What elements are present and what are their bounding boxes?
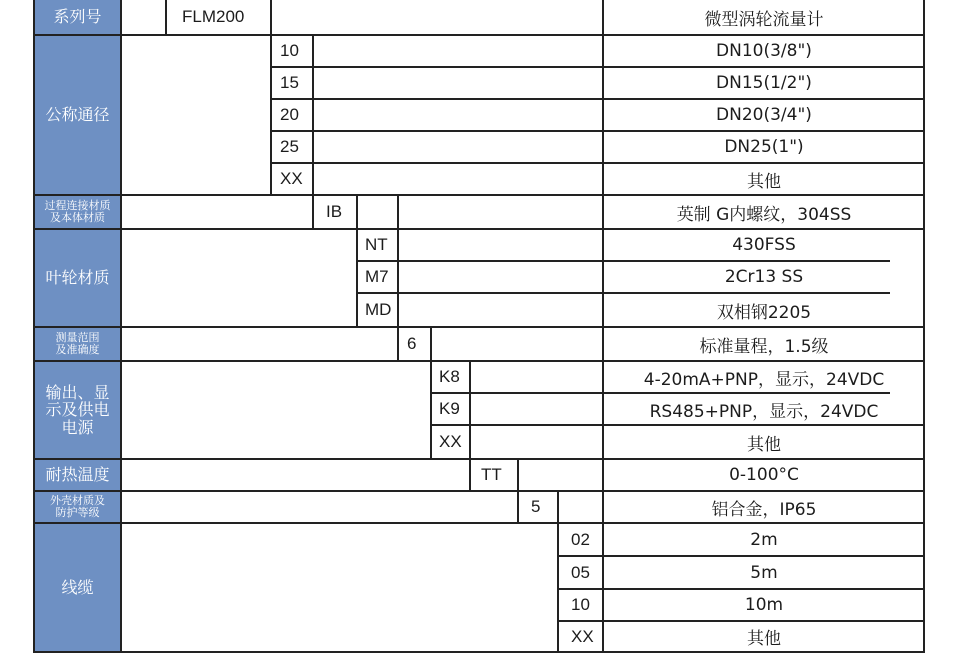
grid-line xyxy=(270,98,925,100)
code-text: XX xyxy=(571,626,594,646)
desc-text: 5m xyxy=(750,562,778,583)
diameter-desc xyxy=(604,36,924,66)
grid-line xyxy=(557,588,925,590)
impeller-code xyxy=(365,262,397,292)
grid-line xyxy=(35,326,925,328)
desc-text: 铝合金，IP65 xyxy=(711,499,817,520)
grid-line xyxy=(356,194,358,326)
grid-line xyxy=(33,0,35,653)
grid-line xyxy=(430,424,925,426)
diameter-code xyxy=(280,36,310,66)
cable-desc xyxy=(604,622,924,651)
desc-text: DN25(1") xyxy=(724,137,804,157)
desc-text: 2m xyxy=(750,529,778,550)
impeller-desc xyxy=(604,294,924,326)
header-diameter-label: 公称通径 xyxy=(45,105,110,125)
grid-line xyxy=(430,392,890,394)
desc-text: 其他 xyxy=(747,629,781,649)
grid-line xyxy=(35,228,925,230)
desc-text: DN10(3/8") xyxy=(716,41,812,61)
header-process-material-line1: 过程连接材质 xyxy=(44,198,111,212)
desc-text: 2Cr13 SS xyxy=(724,267,804,287)
code-text: TT xyxy=(481,465,502,484)
grid-line xyxy=(270,162,925,164)
diameter-code xyxy=(280,100,310,130)
cable-desc xyxy=(604,524,924,555)
header-range-line1: 测量范围 xyxy=(55,330,100,344)
header-cable xyxy=(35,524,120,651)
series-desc xyxy=(604,0,924,34)
impeller-desc xyxy=(604,262,924,292)
grid-line xyxy=(517,458,519,522)
grid-line xyxy=(35,490,925,492)
grid-line xyxy=(270,130,925,132)
code-text: 25 xyxy=(280,137,299,156)
cable-desc xyxy=(604,590,924,620)
code-text: XX xyxy=(439,432,462,451)
code-text: 02 xyxy=(571,529,590,549)
impeller-code xyxy=(365,230,397,260)
code-text: XX xyxy=(280,169,303,188)
grid-line xyxy=(165,0,167,34)
desc-text: DN20(3/4") xyxy=(716,105,812,125)
header-output-line3: 电源 xyxy=(61,417,94,437)
desc-text: 430FSS xyxy=(732,235,796,255)
grid-line xyxy=(602,0,604,653)
output-code xyxy=(439,394,469,424)
header-output-line2: 示及供电 xyxy=(45,400,110,420)
series-code-text: FLM200 xyxy=(182,7,245,26)
cable-code xyxy=(571,557,601,588)
grid-line xyxy=(356,260,890,262)
desc-text: 双相钢2205 xyxy=(716,302,812,323)
grid-line xyxy=(356,292,890,294)
code-text: 5 xyxy=(531,497,541,516)
temperature-code xyxy=(481,460,517,490)
diameter-desc xyxy=(604,68,924,98)
grid-line xyxy=(120,0,122,653)
desc-text: DN15(1/2") xyxy=(716,73,812,93)
header-housing xyxy=(35,492,120,522)
code-text: M7 xyxy=(365,267,389,286)
grid-line xyxy=(397,194,399,360)
cable-desc xyxy=(604,557,924,588)
code-text: 15 xyxy=(280,73,299,92)
process-material-desc xyxy=(604,196,924,228)
grid-line xyxy=(35,34,925,36)
cable-code xyxy=(571,590,601,620)
desc-text: 其他 xyxy=(747,171,781,192)
header-cable-label: 线缆 xyxy=(61,577,94,597)
header-housing-line2: 防护等级 xyxy=(55,506,100,519)
desc-text: 0-100°C xyxy=(729,465,799,485)
series-code xyxy=(182,0,272,34)
cable-code xyxy=(571,622,601,651)
code-text: 05 xyxy=(571,562,590,582)
impeller-code xyxy=(365,294,397,326)
grid-line xyxy=(35,522,925,524)
header-output xyxy=(35,362,120,458)
diameter-desc xyxy=(604,164,924,194)
diameter-code xyxy=(280,164,310,194)
output-desc xyxy=(604,362,924,392)
diameter-desc xyxy=(604,100,924,130)
grid-line xyxy=(35,458,925,460)
diameter-code xyxy=(280,132,310,162)
desc-text: RS485+PNP，显示，24VDC xyxy=(649,401,879,422)
code-text: K9 xyxy=(439,399,460,418)
output-desc xyxy=(604,394,924,424)
housing-code xyxy=(531,492,553,522)
desc-text: 10m xyxy=(744,595,784,615)
desc-text: 4-20mA+PNP，显示，24VDC xyxy=(643,369,885,390)
range-desc xyxy=(604,328,924,360)
output-desc xyxy=(604,426,924,458)
grid-line xyxy=(270,0,272,194)
header-output-line1: 输出、显 xyxy=(45,382,110,402)
output-code xyxy=(439,362,469,392)
cable-code xyxy=(571,524,601,555)
header-range-line2: 及准确度 xyxy=(55,343,100,356)
header-housing-line1: 外壳材质及 xyxy=(50,493,105,507)
code-text: 6 xyxy=(407,334,417,353)
code-text: MD xyxy=(365,300,392,319)
process-material-code xyxy=(326,196,356,228)
code-text: NT xyxy=(365,235,388,254)
grid-line xyxy=(557,490,559,653)
header-temperature xyxy=(35,460,120,490)
header-range xyxy=(35,328,120,360)
grid-line xyxy=(35,651,925,653)
grid-line xyxy=(923,0,925,653)
diameter-desc xyxy=(604,132,924,162)
header-process-material xyxy=(35,196,120,228)
header-temperature-label: 耐热温度 xyxy=(45,465,110,485)
desc-text: 标准量程，1.5级 xyxy=(699,336,829,357)
header-series xyxy=(35,0,120,34)
grid-line xyxy=(430,326,432,458)
grid-line xyxy=(35,360,925,362)
desc-text: 英制 G内螺纹，304SS xyxy=(676,204,852,225)
range-code xyxy=(407,328,429,360)
grid-line xyxy=(35,194,925,196)
code-text: IB xyxy=(326,202,343,221)
grid-line xyxy=(270,66,925,68)
impeller-desc xyxy=(604,230,924,260)
header-series-label: 系列号 xyxy=(53,7,102,27)
diameter-code xyxy=(280,68,310,98)
output-code xyxy=(439,426,469,458)
code-text: 10 xyxy=(280,41,299,60)
code-text: 20 xyxy=(280,105,299,124)
series-desc-text: 微型涡轮流量计 xyxy=(704,9,824,30)
header-process-material-line2: 及本体材质 xyxy=(50,211,105,224)
grid-line xyxy=(312,34,314,228)
grid-line xyxy=(469,360,471,490)
code-text: K8 xyxy=(439,367,460,386)
header-diameter xyxy=(35,36,120,194)
code-text: 10 xyxy=(571,595,590,614)
housing-desc xyxy=(604,492,924,522)
desc-text: 其他 xyxy=(747,434,781,455)
header-impeller-label: 叶轮材质 xyxy=(45,268,110,288)
grid-line xyxy=(557,555,925,557)
grid-line xyxy=(557,620,925,622)
temperature-desc xyxy=(604,460,924,490)
header-impeller xyxy=(35,230,120,326)
